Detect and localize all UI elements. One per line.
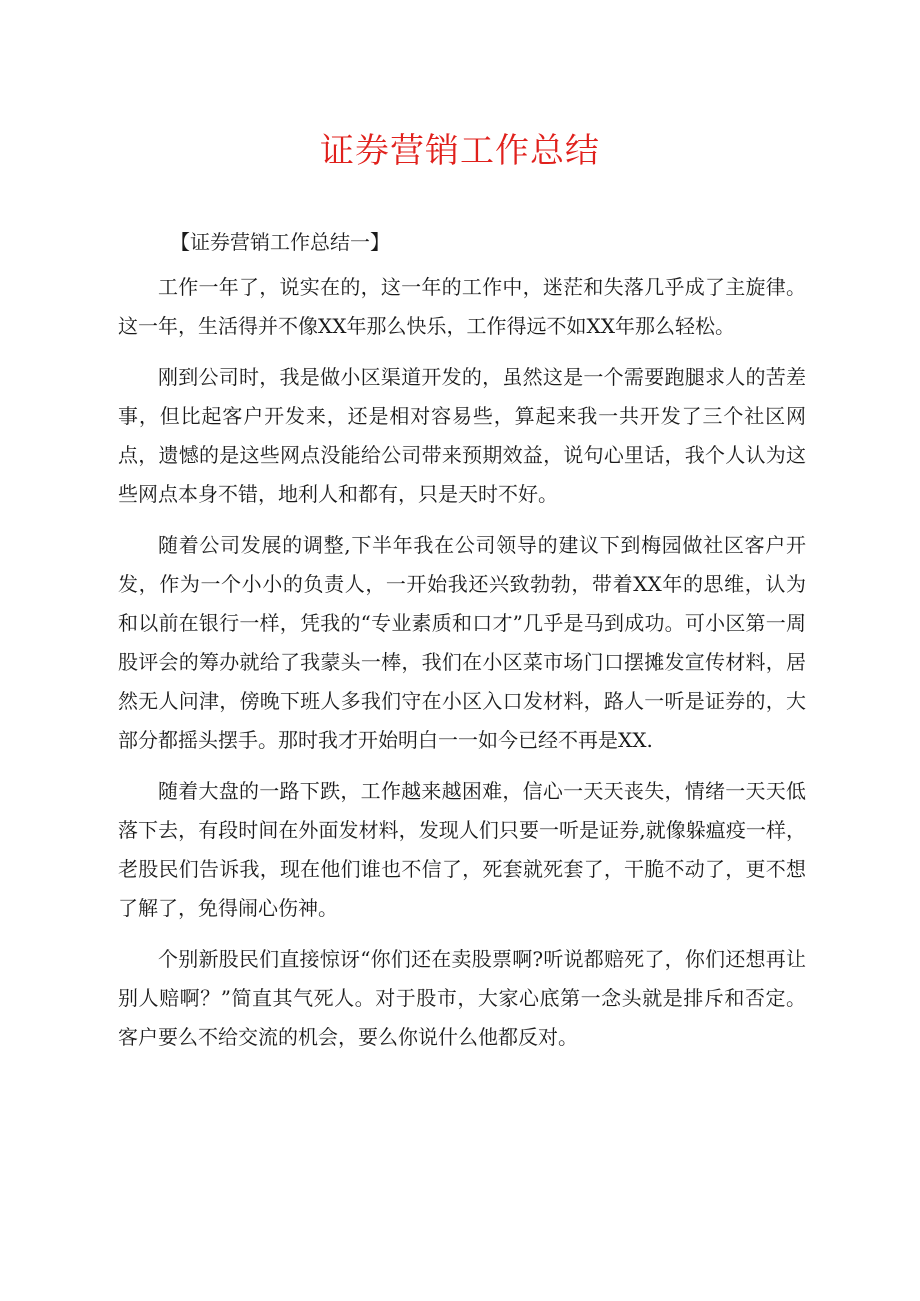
document-title: 证券营销工作总结 bbox=[320, 131, 600, 171]
document-body bbox=[118, 226, 806, 1057]
paragraph-2: 刚到公司时，我是做小区渠道开发的，虽然这是一个需要跑腿求人的苦差事，但比起客户开发来，还是相对容易些，算起来我一共开发了三个社区网点，遗憾的是这些网点没能给公司带来预期效益，说句心里话，我个人认为这些网点本身不错，地利人和都有，只是天时不好。 bbox=[118, 365, 806, 506]
paragraph-5: 个别新股民们直接惊讶“你们还在卖股票啊?听说都赔死了，你们还想再让别人赔啊？”简直其气死人。对于股市，大家心底第一念头就是排斥和否定。客户要么不给交流的机会，要么你说什么他都反对。 bbox=[118, 947, 806, 1049]
paragraph-4: 随着大盘的一路下跌，工作越来越困难，信心一天天丧失，情绪一天天低落下去，有段时间在外面发材料，发现人们只要一听是证券,就像躲瘟疫一样，老股民们告诉我，现在他们谁也不信了，死套就死套了，干脆不动了，更不想了解了，免得闹心伤神。 bbox=[118, 779, 806, 920]
paragraph-1: 工作一年了，说实在的，这一年的工作中，迷茫和失落几乎成了主旋律。这一年，生活得并不像XX年那么快乐，工作得远不如XX年那么轻松。 bbox=[118, 275, 806, 338]
paragraph-3: 随着公司发展的调整,下半年我在公司领导的建议下到梅园做社区客户开发，作为一个小小的负责人，一开始我还兴致勃勃，带着XX年的思维，认为和以前在银行一样，凭我的“专业素质和口才”几乎是马到成功。可小区第一周股评会的筹办就给了我蒙头一棒，我们在小区菜市场门口摆摊发宣传材料，居然无人问津，傍晚下班人多我们守在小区入口发材料，路人一听是证券的，大部分都摇头摆手。那时我才开始明白一一如今已经不再是XX. bbox=[118, 533, 806, 752]
section-heading: 【证券营销工作总结一】 bbox=[170, 230, 390, 254]
